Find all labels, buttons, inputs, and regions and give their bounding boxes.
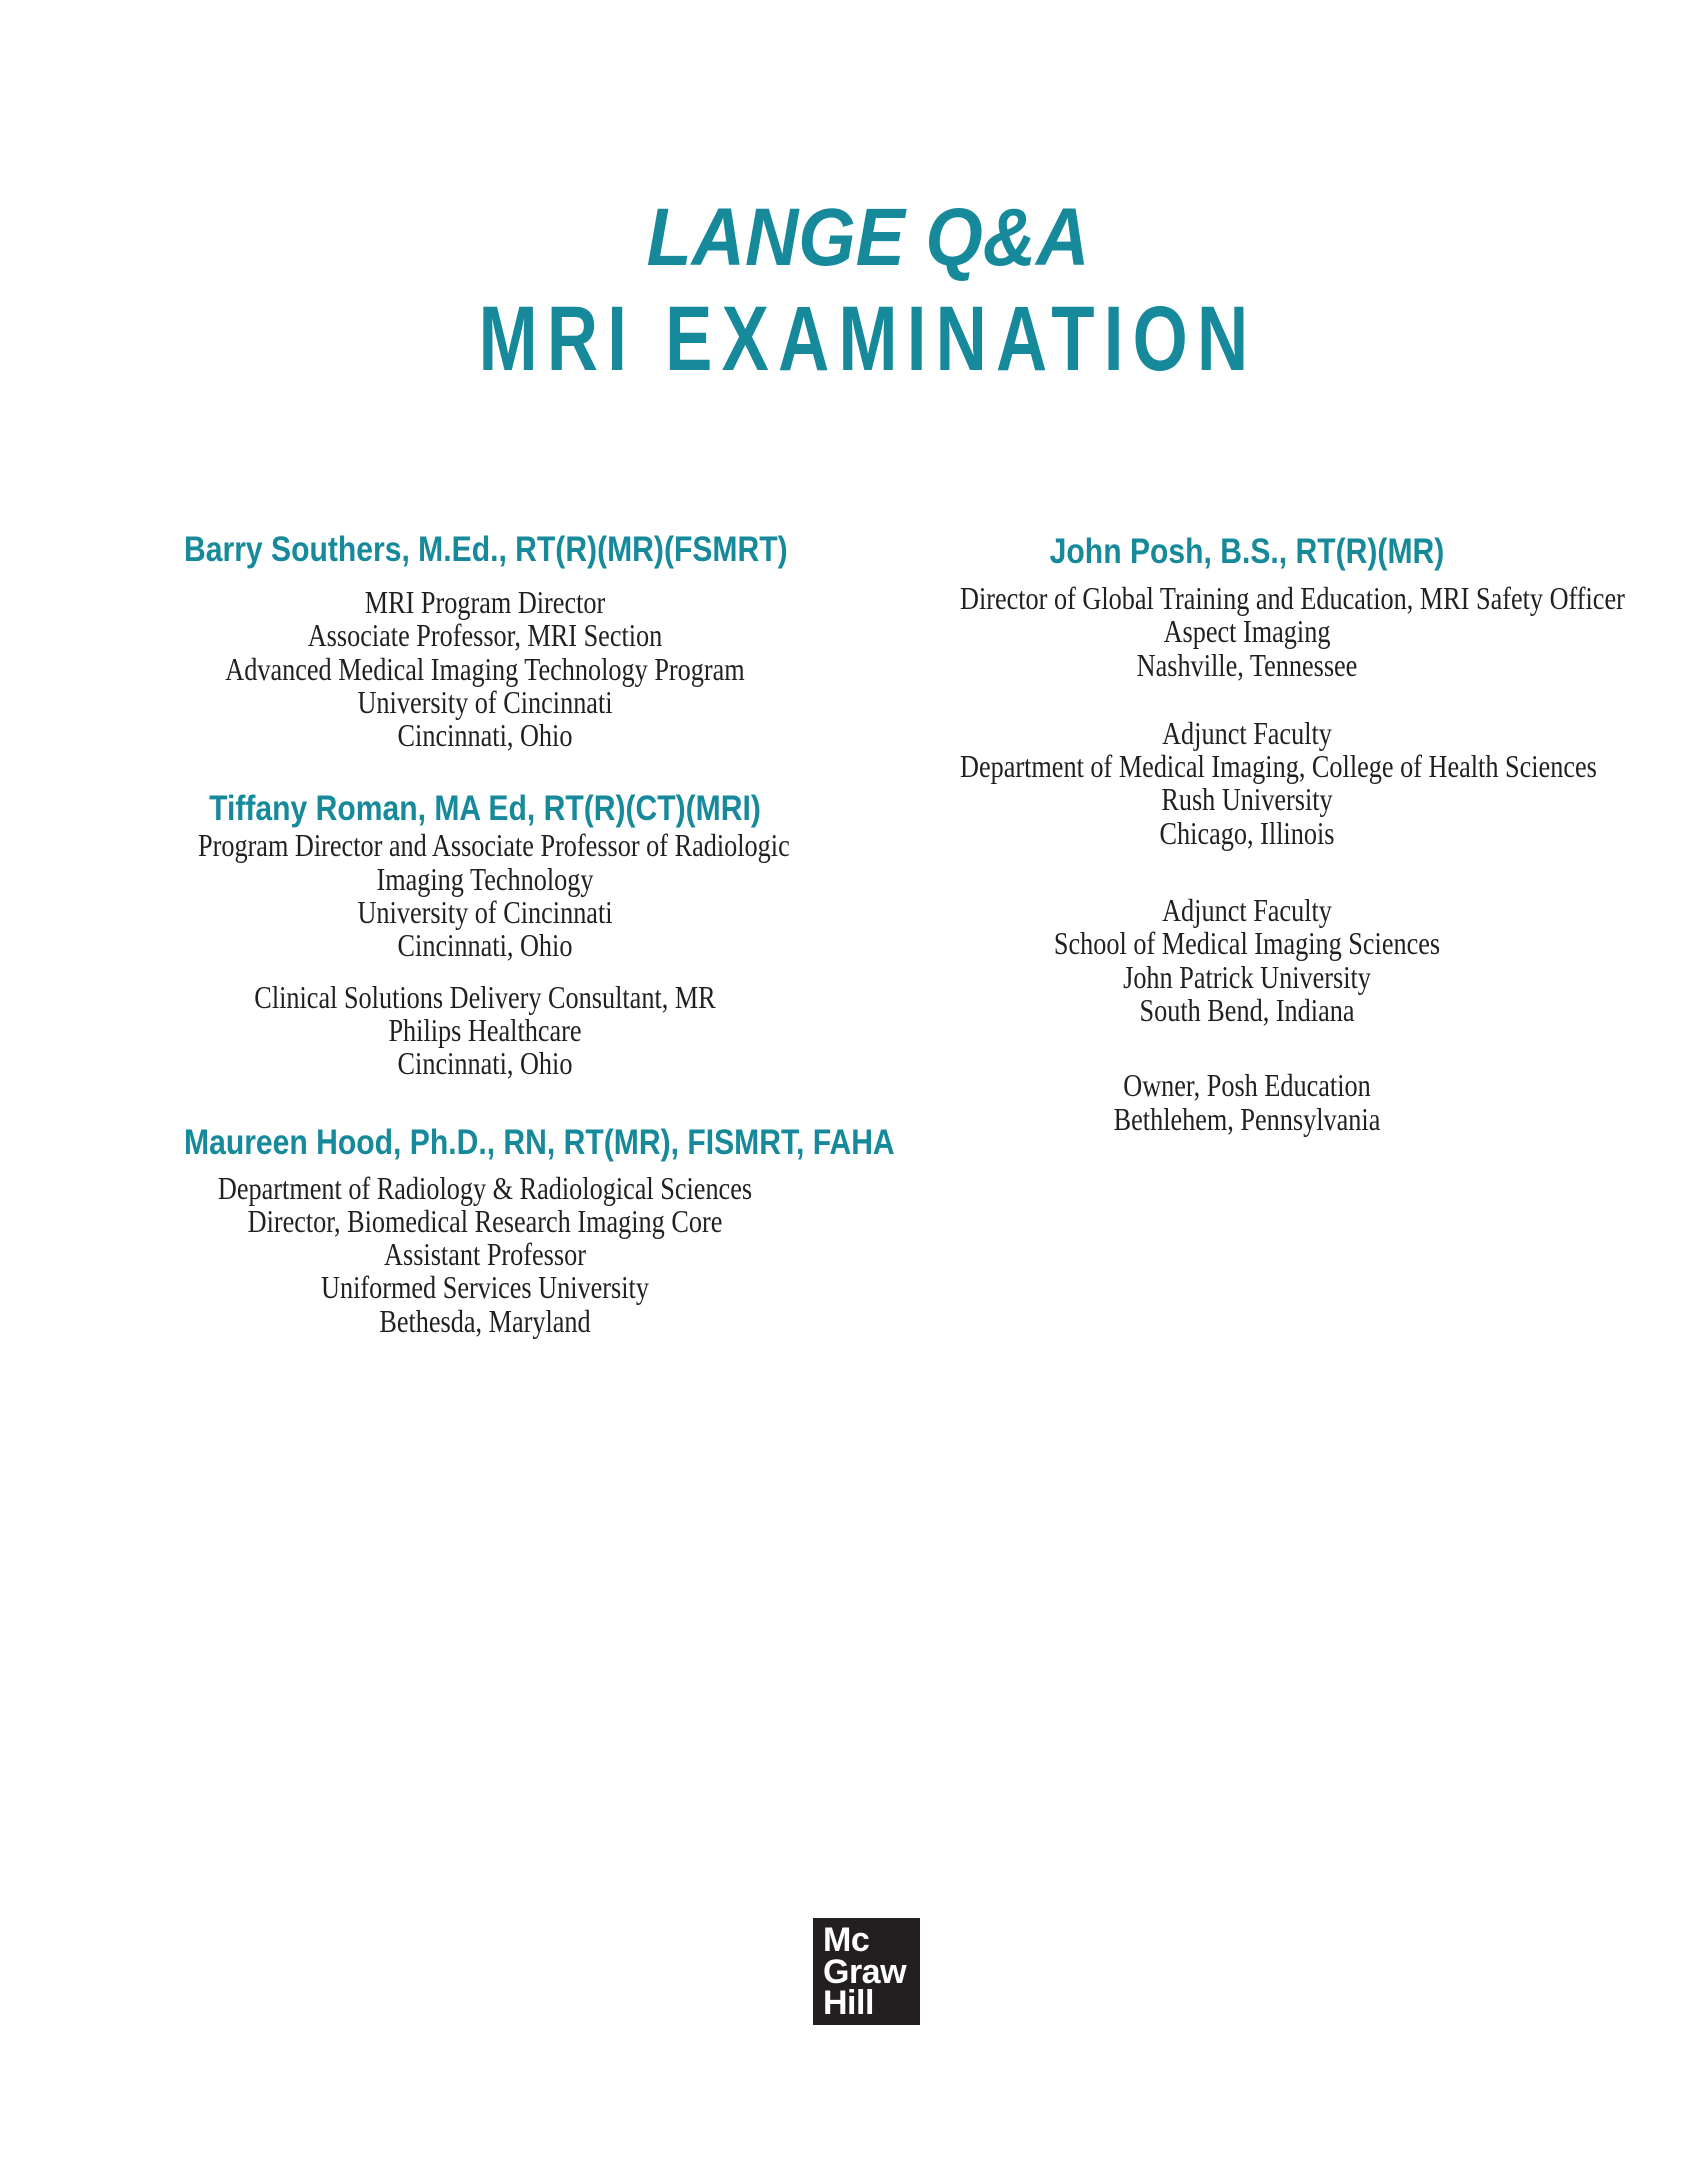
credential-line: Adjunct Faculty [1162,892,1332,929]
credential-group [135,586,835,752]
credential-group [135,978,835,1082]
author-block-barry-southers [135,531,835,752]
credential-line: Nashville, Tennessee [1136,646,1358,683]
author-name: Maureen Hood, Ph.D., RN, RT(MR), FISMRT, FAHA [184,1122,895,1162]
author-name: John Posh, B.S., RT(R)(MR) [1049,532,1445,571]
credential-group [135,1169,835,1339]
credential-line: University of Cincinnati [357,683,613,720]
mcgraw-hill-logo [813,1918,920,2025]
logo-text-line: Mc [823,1921,870,1959]
credential-line: Cincinnati, Ohio [397,1045,573,1082]
credential-line: Bethesda, Maryland [379,1302,591,1339]
series-title: LANGE Q&A [646,192,1090,283]
credential-line: University of Cincinnati [357,894,613,931]
credential-group [897,580,1625,683]
credential-line: Owner, Posh Education [1123,1067,1371,1104]
author-column-right [897,532,1625,1137]
logo-text-line: Graw [823,1952,907,1991]
credential-line: Adjunct Faculty [1162,714,1332,751]
credential-line: John Patrick University [1123,958,1371,995]
credential-line: Rush University [1161,781,1333,818]
credential-line: Bethlehem, Pennsylvania [1113,1100,1381,1137]
credential-line: School of Medical Imaging Sciences [1053,925,1441,962]
author-block-john-posh [897,532,1625,1137]
credential-line: Imaging Technology [376,860,594,897]
credential-line: Department of Medical Imaging, College of Health Sciences [960,748,1597,785]
credential-group [897,894,1597,1027]
credential-line: Assistant Professor [384,1236,586,1273]
credential-line: Uniformed Services University [321,1269,649,1306]
credential-group [135,829,835,962]
author-block-maureen-hood [135,1122,895,1339]
credential-line: Associate Professor, MRI Section [307,617,663,654]
author-name: Barry Southers, M.Ed., RT(R)(MR)(FSMRT) [184,530,788,569]
credential-line: Director of Global Training and Education, MRI Safety Officer [960,580,1625,616]
credential-line: Advanced Medical Imaging Technology Program [225,650,745,687]
logo-text-line: Hill [823,1984,874,2022]
credential-group [897,1069,1597,1136]
author-name: Tiffany Roman, MA Ed, RT(R)(CT)(MRI) [209,789,761,829]
main-title: MRI EXAMINATION [478,288,1258,390]
credential-line: Cincinnati, Ohio [397,717,573,754]
credential-line: MRI Program Director [364,584,606,620]
credential-line: South Bend, Indiana [1139,991,1355,1028]
author-block-tiffany-roman [135,790,835,1080]
credential-line: Cincinnati, Ohio [397,927,573,964]
credential-line: Program Director and Associate Professor of Radiologic [198,827,790,864]
credential-line: Philips Healthcare [388,1011,582,1048]
credential-line: Director, Biomedical Research Imaging Core [247,1202,723,1239]
credential-line: Clinical Solutions Delivery Consultant, MR [254,978,716,1015]
credential-group [897,714,1597,851]
credential-line: Chicago, Illinois [1159,814,1335,851]
credential-line: Department of Radiology & Radiological Sciences [217,1169,753,1206]
author-column-left [135,530,895,1339]
credential-line: Aspect Imaging [1163,613,1331,650]
title-block [0,190,1700,392]
